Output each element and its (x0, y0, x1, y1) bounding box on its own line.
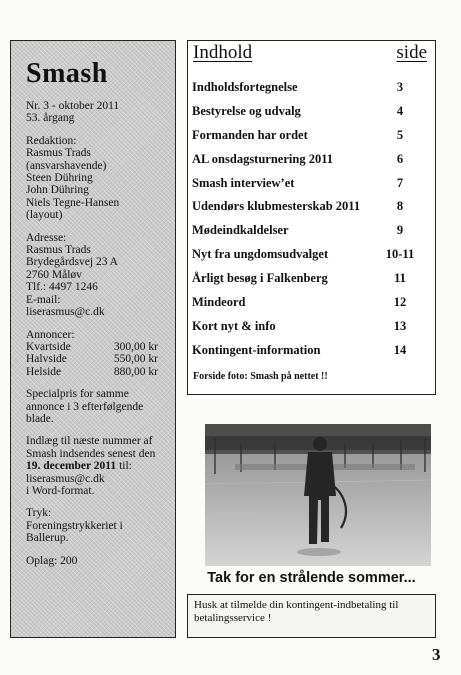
issue-number: Nr. 3 - oktober 2011 (26, 100, 120, 112)
toc-item[interactable] (188, 271, 435, 295)
ad-price: 300,00 kr (113, 340, 158, 353)
ad-price: 880,00 kr (113, 365, 158, 378)
printer-line: Tryk: (26, 507, 52, 520)
toc-item-title: Kort nyt & info (192, 318, 276, 333)
toc-item[interactable] (188, 80, 435, 104)
toc-item-page: 7 (396, 175, 404, 190)
photo-caption: Tak for en strålende sommer... (207, 570, 416, 586)
deadline-date: 19. december 2011 (26, 460, 117, 473)
toc-item[interactable] (188, 343, 435, 367)
address-line: Brydegårdsvej 23 A (26, 256, 118, 269)
toc-page-heading: side (396, 42, 427, 63)
toc-item-title: Mødeindkaldelser (192, 223, 289, 238)
toc-item[interactable] (188, 128, 435, 152)
toc-item-page: 8 (396, 199, 404, 214)
toc-item-title: Mindeord (192, 295, 246, 310)
issue-info (26, 100, 167, 125)
toc-item-page: 6 (396, 151, 404, 166)
email-line: liserasmus@c.dk (26, 306, 105, 319)
toc-item-page: 3 (396, 80, 404, 94)
submission-line: Indlæg til næste nummer af (26, 435, 153, 448)
toc-item[interactable] (188, 247, 435, 271)
printer-line: Foreningstrykkeriet i (26, 519, 123, 532)
toc-item-page: 9 (396, 223, 404, 238)
submission-email: liserasmus@c.dk (26, 472, 105, 485)
toc-item-title: AL onsdagsturnering 2011 (192, 151, 334, 166)
redaktion-line: Redaktion: (26, 134, 77, 147)
ad-size: Kvartside (26, 340, 71, 353)
editorial-staff (26, 135, 167, 222)
toc-item-title: Nyt fra ungdomsudvalget (192, 247, 329, 262)
ad-row (26, 353, 167, 365)
table-of-contents (187, 40, 436, 395)
circulation (26, 555, 167, 567)
cover-photo (205, 424, 431, 566)
address-line: Adresse: (26, 231, 67, 244)
address-line: 2760 Måløv (26, 268, 82, 281)
toc-item-title: Formanden har ordet (192, 127, 308, 142)
toc-item-title: Indholdsfortegnelse (192, 80, 298, 94)
deadline-line (26, 460, 167, 472)
toc-item-page: 12 (393, 295, 407, 310)
membership-notice: Husk at tilmelde din kontingent-indbetaling til betalingsservice ! (187, 594, 436, 638)
redaktion-line: (layout) (26, 209, 63, 222)
ad-size: Halvside (26, 353, 67, 366)
submission-line: i Word-format. (26, 484, 95, 497)
toc-list (188, 80, 435, 367)
rainy-court-photo (205, 424, 431, 566)
cover-photo-credit: Forside foto: Smash på nettet !! (193, 370, 328, 382)
toc-item[interactable] (188, 223, 435, 247)
circulation-line: Oplag: 200 (26, 554, 78, 567)
toc-title: Indhold (193, 42, 253, 63)
redaktion-line: Rasmus Trads (26, 147, 91, 160)
toc-item-title: Bestyrelse og udvalg (192, 103, 301, 118)
special-price-line: blade. (26, 412, 54, 425)
redaktion-line: John Dühring (26, 184, 89, 197)
phone-line: Tlf.: 4497 1246 (26, 281, 98, 294)
toc-item[interactable] (188, 176, 435, 200)
toc-item-page: 14 (393, 342, 407, 357)
toc-item-page: 13 (393, 318, 407, 333)
toc-item-title: Kontingent-information (192, 342, 321, 357)
submission-info (26, 435, 167, 497)
toc-item[interactable] (188, 295, 435, 319)
ad-size: Helside (26, 365, 62, 378)
address-block (26, 232, 167, 319)
address-line: Rasmus Trads (26, 244, 91, 257)
ad-heading: Annoncer: (26, 328, 75, 341)
redaktion-line: Steen Dühring (26, 172, 93, 185)
redaktion-line: (ansvarshavende) (26, 159, 107, 172)
toc-item-title: Udendørs klubmesterskab 2011 (192, 199, 361, 214)
submission-line: Smash indsendes senest den (26, 447, 156, 460)
masthead-sidebar (10, 40, 176, 638)
toc-item-title: Årligt besøg i Falkenberg (192, 271, 328, 286)
page-number: 3 (432, 645, 441, 664)
toc-item[interactable] (188, 199, 435, 223)
volume: 53. årgang (26, 112, 75, 125)
ad-row (26, 341, 167, 353)
toc-item-page: 11 (394, 271, 406, 286)
deadline-suffix: til: (116, 460, 132, 473)
toc-item[interactable] (188, 152, 435, 176)
special-price-line: Specialpris for samme (26, 388, 129, 401)
toc-item[interactable] (188, 319, 435, 343)
redaktion-line: Niels Tegne-Hansen (26, 196, 120, 209)
special-price-line: annonce i 3 efterfølgende (26, 400, 144, 413)
toc-item-title: Smash interview’et (192, 175, 295, 190)
ad-prices (26, 329, 167, 379)
printer-line: Ballerup. (26, 532, 69, 545)
address-line: E-mail: (26, 293, 61, 306)
toc-item-page: 4 (396, 103, 404, 118)
ad-row (26, 366, 167, 378)
toc-item-page: 5 (396, 127, 404, 142)
toc-item-page: 10-11 (385, 247, 415, 262)
magazine-title: Smash (26, 58, 108, 89)
toc-header (193, 42, 427, 70)
toc-item[interactable] (188, 104, 435, 128)
printer-info (26, 507, 167, 544)
special-price-note (26, 388, 167, 425)
ad-price: 550,00 kr (113, 353, 158, 366)
